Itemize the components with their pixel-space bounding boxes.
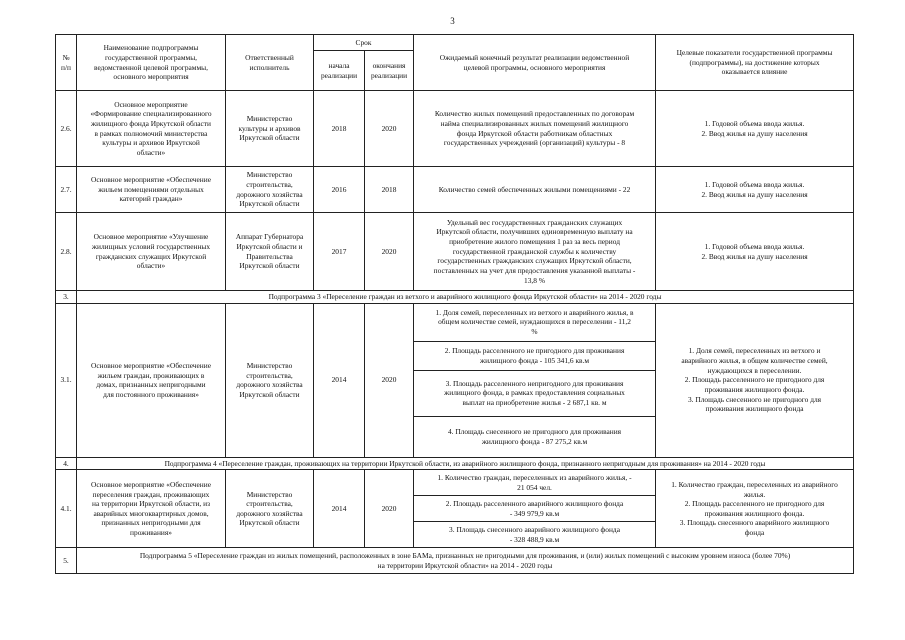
header-term: Срок [314, 35, 414, 51]
row-start: 2017 [314, 213, 365, 291]
row-num: 3.1. [56, 303, 77, 457]
table-row [56, 303, 854, 341]
row-result-item: 2. Площадь расселенного не пригодного для проживания жилищного фонда - 105 341,6 кв.м [414, 341, 656, 370]
row-name: Основное мероприятие «Обеспечение жильем помещениями отдельных категорий граждан» [77, 167, 226, 213]
row-num: 4.1. [56, 470, 77, 548]
table-row [56, 167, 854, 213]
header-responsible: Ответственный исполнитель [226, 35, 314, 91]
row-name: Основное мероприятие «Обеспечение жильем граждан, проживающих в домах, признанных непригодными для постоянного проживания» [77, 303, 226, 457]
header-end: окончания реализации [365, 51, 414, 91]
row-result: Удельный вес государственных гражданских служащих Иркутской области, получивших единовременную выплату на приобретение жилого помещения 1 раз за весь период государственной гражданской службы к количеству государственных гражданских служащих Иркутской области, поставленных на учет для предоставления указанной выплаты - 13,8 % [414, 213, 656, 291]
row-start: 2014 [314, 470, 365, 548]
row-responsible: Министерство культуры и архивов Иркутской области [226, 91, 314, 167]
row-result-item: 3. Площадь снесенного аварийного жилищного фонда - 328 488,9 кв.м [414, 522, 656, 548]
row-end: 2020 [365, 213, 414, 291]
header-name: Наименование подпрограммы государственной программы, ведомственной целевой программы, основного мероприятия [77, 35, 226, 91]
row-end: 2020 [365, 91, 414, 167]
row-result-item: 1. Доля семей, переселенных из ветхого и аварийного жилья, в общем количестве семей, нуждающихся в переселении - 11,2 % [414, 303, 656, 341]
row-start: 2018 [314, 91, 365, 167]
row-responsible: Министерство строительства, дорожного хозяйства Иркутской области [226, 303, 314, 457]
header-targets: Целевые показатели государственной программы (подпрограммы), на достижение которых оказывается влияние [656, 35, 854, 91]
section-title: Подпрограмма 3 «Переселение граждан из ветхого и аварийного жилищного фонда Иркутской области» на 2014 - 2020 годы [77, 291, 854, 304]
header-num: № п/п [56, 35, 77, 91]
row-end: 2020 [365, 303, 414, 457]
row-result-item: 3. Площадь расселенного непригодного для проживания жилищного фонда, в рамках предоставления социальных выплат на приобретение жилья - 2 687,1 кв. м [414, 370, 656, 416]
table-row [56, 470, 854, 496]
row-end: 2020 [365, 470, 414, 548]
row-name: Основное мероприятие «Улучшение жилищных условий государственных гражданских служащих Иркутской области» [77, 213, 226, 291]
row-start: 2014 [314, 303, 365, 457]
header-start: начала реализации [314, 51, 365, 91]
row-num: 2.7. [56, 167, 77, 213]
program-table [55, 34, 854, 574]
section-row [56, 457, 854, 470]
row-targets: 1. Количество граждан, переселенных из аварийного жилья. 2. Площадь расселенного не пригодного для проживания жилищного фонда. 3. Площадь снесенного аварийного жилищного фонда [656, 470, 854, 548]
table-row [56, 213, 854, 291]
row-responsible: Министерство строительства, дорожного хозяйства Иркутской области [226, 167, 314, 213]
section-num: 3. [56, 291, 77, 304]
page-number: 3 [450, 16, 455, 26]
row-targets: 1. Доля семей, переселенных из ветхого и аварийного жилья, в общем количестве семей, нуждающихся в переселении. 2. Площадь расселенного не пригодного для проживания жилищного фонда. 3. Площадь снесенного не пригодного для проживания жилищного фонда [656, 303, 854, 457]
row-name: Основное мероприятие «Формирование специализированного жилищного фонда Иркутской области в рамках полномочий министерства культуры и архивов Иркутской области» [77, 91, 226, 167]
section-num: 4. [56, 457, 77, 470]
header-result: Ожидаемый конечный результат реализации ведомственной целевой программы, основного мероприятия [414, 35, 656, 91]
section-row [56, 548, 854, 574]
row-targets: 1. Годовой объема ввода жилья. 2. Ввод жилья на душу населения [656, 91, 854, 167]
row-result: Количество жилых помещений предоставленных по договорам найма специализированных жилых помещений жилищного фонда Иркутской области работникам областных государственных учреждений (организаций) культуры - 8 [414, 91, 656, 167]
row-responsible: Аппарат Губернатора Иркутской области и Правительства Иркутской области [226, 213, 314, 291]
row-end: 2018 [365, 167, 414, 213]
section-title: Подпрограмма 4 «Переселение граждан, проживающих на территории Иркутской области, из аварийного жилищного фонда, признанного непригодным для проживания» на 2014 - 2020 годы [77, 457, 854, 470]
row-targets: 1. Годовой объема ввода жилья. 2. Ввод жилья на душу населения [656, 167, 854, 213]
row-targets: 1. Годовой объема ввода жилья. 2. Ввод жилья на душу населения [656, 213, 854, 291]
section-row [56, 291, 854, 304]
row-start: 2016 [314, 167, 365, 213]
row-result-item: 1. Количество граждан, переселенных из аварийного жилья, - 21 054 чел. [414, 470, 656, 496]
row-result: Количество семей обеспеченных жилыми помещениями - 22 [414, 167, 656, 213]
row-name: Основное мероприятие «Обеспечение переселения граждан, проживающих на территории Иркутской области, из аварийных многоквартирных домов, признанных непригодными для проживания» [77, 470, 226, 548]
table-row [56, 91, 854, 167]
row-num: 2.8. [56, 213, 77, 291]
row-result-item: 4. Площадь снесенного не пригодного для проживания жилищного фонда - 87 275,2 кв.м [414, 416, 656, 457]
row-result-item: 2. Площадь расселенного аварийного жилищного фонда - 349 979,9 кв.м [414, 496, 656, 522]
row-num: 2.6. [56, 91, 77, 167]
section-num: 5. [56, 548, 77, 574]
section-title: Подпрограмма 5 «Переселение граждан из жилых помещений, расположенных в зоне БАМа, признанных не пригодными для проживания, и (или) жилых помещений с высоким уровнем износа (более 70%) на территории Иркутской области» на 2014 - 2020 годы [77, 548, 854, 574]
header-row [56, 35, 854, 51]
row-responsible: Министерство строительства, дорожного хозяйства Иркутской области [226, 470, 314, 548]
